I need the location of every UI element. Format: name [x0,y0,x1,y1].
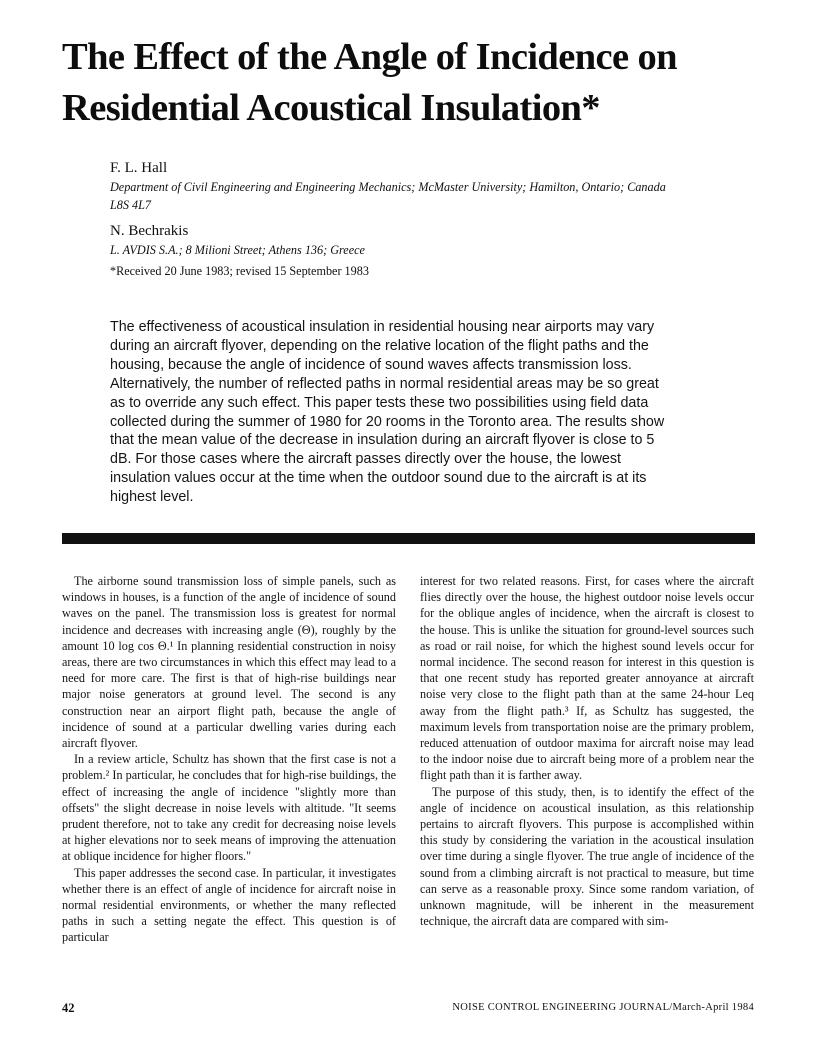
journal-footer: NOISE CONTROL ENGINEERING JOURNAL/March-April 1984 [452,1002,754,1013]
body-paragraph: The airborne sound transmission loss of simple panels, such as windows in houses, is a function of the angle of incidence of sound waves on the panel. The transmission loss is greatest for normal incidence and decreases with increasing angle (Θ), roughly by the amount 10 log cos Θ.¹ In planning residential construction in noisy areas, there are two circumstances in which this effect may lead to a need for more care. The first is that of high-rise buildings near major noise generators at ground level. The second is any construction near an airport flight path, because the angle of incidence of sound at a particular dwelling varies during each aircraft flyover. [62,574,396,751]
article-title: The Effect of the Angle of Incidence on Residential Acoustical Insulation* [62,36,677,129]
abstract: The effectiveness of acoustical insulation in residential housing near airports may vary during an aircraft flyover, depending on the relative location of the flight paths and the housing, because the angle of incidence of sound waves affects transmission loss. Alternatively, the number of reflected paths in normal residential areas may be so great as to override any such effect. This paper tests these two possibilities using field data collected during the summer of 1980 for 20 rooms in the Toronto area. The results show that the mean value of the decrease in insulation during an aircraft flyover is close to 5 dB. For those cases where the aircraft passes directly over the house, the lowest insulation values occur at the time when the outdoor sound due to the aircraft is at its highest level. [110,319,665,506]
section-divider [62,533,755,544]
body-paragraph: This paper addresses the second case. In particular, it investigates whether there is an effect of angle of incidence for aircraft noise in normal residential environments, or whether the many reflected paths in such a setting negate the effect. This question is of particular [62,865,396,945]
body-paragraph: The purpose of this study, then, is to identify the effect of the angle of incidence on acoustical insulation, as this relationship pertains to aircraft flyovers. This purpose is accomplished within this study by considering the variation in the acoustical insulation over time during a single flyover. The true angle of incidence of the sound from a climbing aircraft is not practical to measure, but time can serve as a reasonable proxy. Since some random variation, of unknown magnitude, will be inherent in the measurement technique, the aircraft data are compared with sim- [420,784,754,929]
received-note: *Received 20 June 1983; revised 15 September 1983 [110,264,369,278]
author-affiliation: L. AVDIS S.A.; 8 Milioni Street; Athens 136; Greece [110,243,365,257]
body-column-right [420,573,754,929]
page-number: 42 [62,1001,75,1015]
author-name: F. L. Hall [110,160,168,176]
body-paragraph: interest for two related reasons. First, for cases where the aircraft flies directly over the house, the highest outdoor noise levels occur for the oblique angles of incidence, when the aircraft is closest to the house. This is unlike the situation for ground-level sources such as road or rail noise, for which the highest sound levels occur for normal incidence. The second reason for interest in this question is that one recent study has reported greater annoyance at aircraft noise very close to the flight path than at the same 24-hour Leq away from the flight path.³ If, as Schultz has suggested, the maximum levels from transportation noise are the primary problem, reduced attenuation of outdoor maxima for aircraft noise may lead to the indoor noise due to aircraft being more of a problem near the flight path than it is farther away. [420,574,754,783]
author-affiliation: Department of Civil Engineering and Engineering Mechanics; McMaster University; Hamilton, Ontario; Canada L8S 4L7 [110,180,666,212]
body-column-left [62,573,396,946]
body-paragraph: In a review article, Schultz has shown that the first case is not a problem.² In particular, he concludes that for high-rise buildings, the effect of increasing the angle of incidence "slightly more than offsets" the slight decrease in noise levels with altitude. "It seems prudent therefore, not to take any credit for decreasing noise levels at higher elevations nor to seek means of improving the attenuation at oblique incidence for higher floors." [62,752,396,864]
author-block [110,158,670,280]
author-name: N. Bechrakis [110,223,189,239]
